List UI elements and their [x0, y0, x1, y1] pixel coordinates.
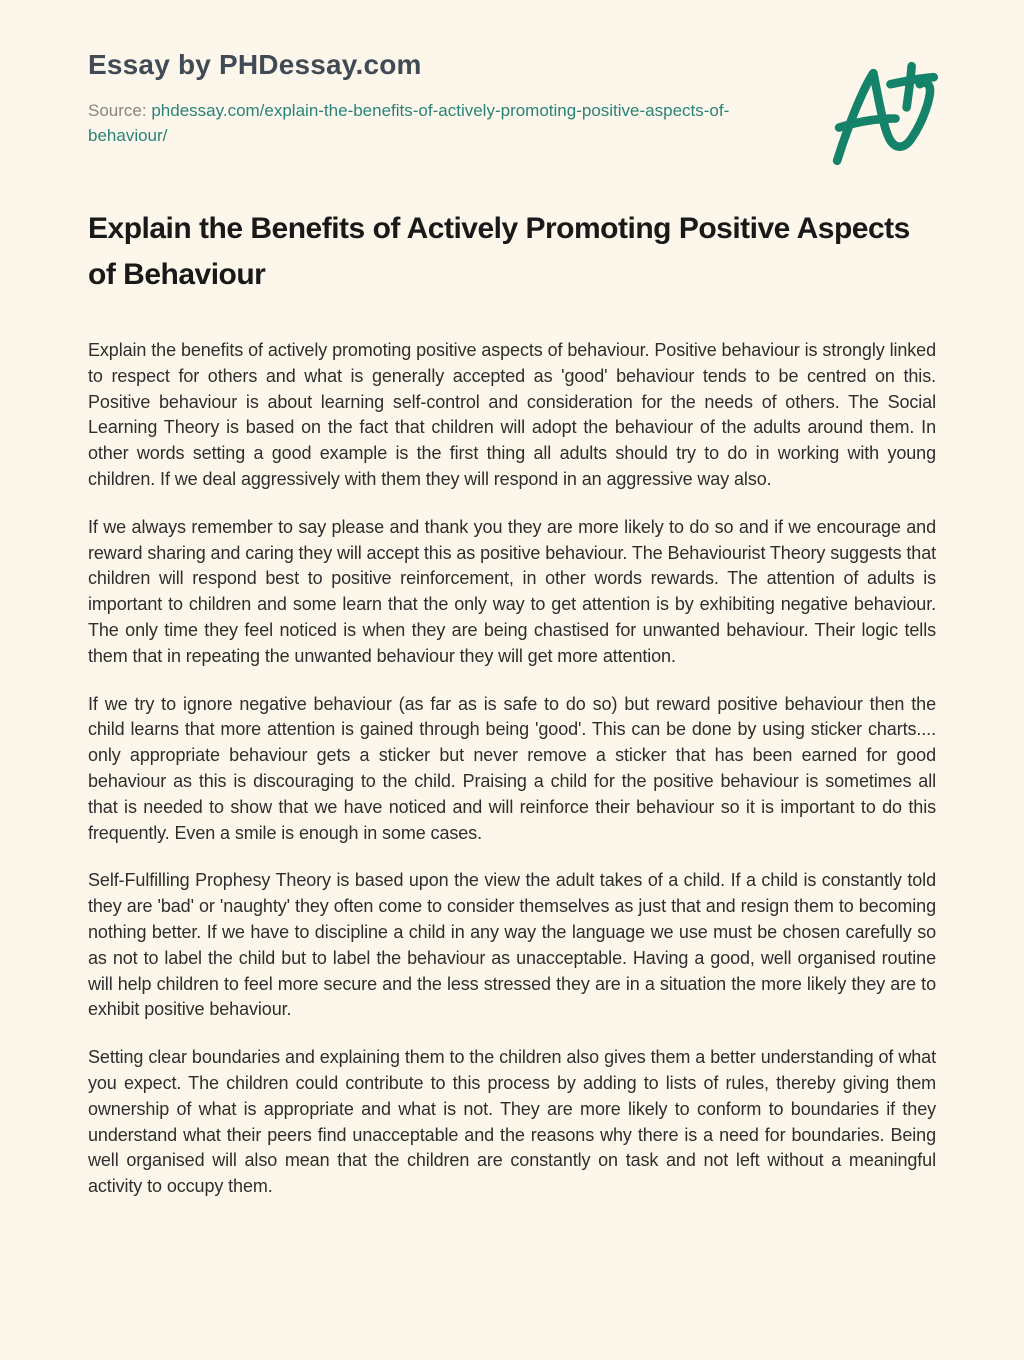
essay-content: [0, 206, 1024, 1200]
essay-paragraph-2: If we always remember to say please and thank you they are more likely to do so and if we encourage and reward sharing and caring they will accept this as positive behaviour. The Behaviourist Theory suggests that children will respond best to positive reinforcement, in other words rewards. The attention of adults is important to children and some learn that the only way to get attention is by exhibiting negative behaviour. The only time they feel noticed is when they are being chastised for unwanted behaviour. Their logic tells them that in repeating the unwanted behaviour they will get more attention.: [88, 516, 937, 666]
document-header: [0, 0, 1024, 148]
source-label: Source:: [88, 101, 147, 120]
source-line: [88, 98, 738, 148]
essay-paragraph-4: Self-Fulfilling Prophesy Theory is based upon the view the adult takes of a child. If a child is constantly told they are 'bad' or 'naughty' they often come to consider themselves as just that and resign them to becoming nothing better. If we have to discipline a child in any way the language we use must be chosen carefully so as not to label the child but to label the behaviour as unacceptable. Having a good, well organised routine will help children to feel more secure and the less stressed they are in a situation the more likely they are to exhibit positive behaviour.: [88, 870, 936, 1020]
essay-paragraph-5: Setting clear boundaries and explaining them to the children also gives them a better understanding of what you expect. The children could contribute to this process by adding to lists of rules, thereby giving them ownership of what is appropriate and what is not. They are more likely to conform to boundaries if they understand what their peers find unacceptable and the reasons why there is a need for boundaries. Being well organised will also mean that the children are constantly on task and not left without a meaningful activity to occupy them.: [88, 1047, 936, 1197]
essay-paragraph-3: If we try to ignore negative behaviour (as far as is safe to do so) but reward positive behaviour then the child learns that more attention is gained through being 'good'. This can be done by using sticker charts.... only appropriate behaviour gets a sticker but never remove a sticker that has been earned for good behaviour as this is discouraging to the child. Praising a child for the positive behaviour is sometimes all that is needed to show that we have noticed and will reinforce their behaviour so it is important to do this frequently. Even a smile is enough in some cases.: [88, 693, 936, 843]
source-url-link[interactable]: phdessay.com/explain-the-benefits-of-actively-promoting-positive-aspects-of-behaviour/: [88, 101, 730, 145]
essay-paragraph-1: Explain the benefits of actively promoting positive aspects of behaviour. Positive behaviour is strongly linked to respect for others and what is generally accepted as 'good' behaviour tends to be centred on this. Positive behaviour is about learning self-control and consideration for the needs of others. The Social Learning Theory is based on the fact that children will adopt the behaviour of the adults around them. In other words setting a good example is the first thing all adults should try to do in working with young children. If we deal aggressively with them they will respond in an aggressive way also.: [88, 340, 936, 489]
essay-title: Explain the Benefits of Actively Promoting Positive Aspects of Behaviour: [88, 212, 910, 291]
a-plus-logo-icon: [826, 60, 962, 178]
header-title: Essay by PHDessay.com: [88, 49, 422, 80]
